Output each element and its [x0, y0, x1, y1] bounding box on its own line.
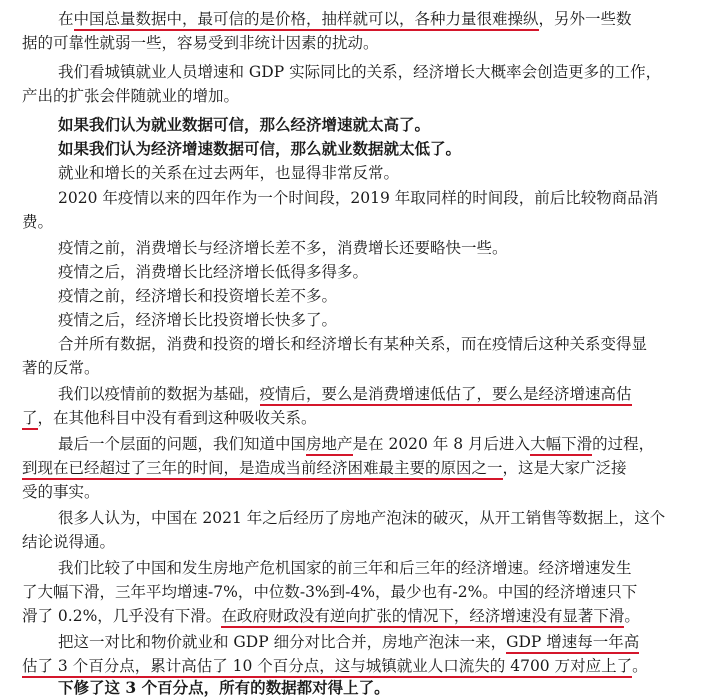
text-line	[22, 358, 100, 378]
text-line	[58, 334, 647, 354]
text-run: 费。	[22, 213, 54, 231]
highlighted-text: 大幅下滑	[530, 435, 592, 456]
text-run: 在	[58, 10, 74, 28]
text-run: ，在其他科目中没有看到这种吸收关系。	[37, 409, 317, 427]
text-line	[22, 606, 640, 626]
text-run: 我们比较了中国和发生房地产危机国家的前三年和后三年的经济增速。经济增速发生	[58, 559, 632, 577]
text-run: 滑了 0.2%，几乎没有下滑。	[22, 607, 222, 625]
text-line	[58, 188, 658, 208]
highlighted-text: 房地产	[306, 435, 353, 456]
text-run: 据的可靠性就弱一些，容易受到非统计因素的扰动。	[22, 34, 379, 52]
text-line	[58, 262, 368, 282]
text-run: 疫情之后，经济增长比投资增长快多了。	[58, 311, 338, 329]
text-run: 如果我们认为就业数据可信，那么经济增速就太高了。	[58, 115, 431, 134]
text-line	[58, 286, 337, 306]
text-run: 了大幅下滑，三年平均增速-7%，中位数-3%到-4%，最少也有-2%。中国的经济增速只下	[22, 583, 638, 601]
highlighted-text: 到现在已经超过了三年的时间，是造成当前经济困难最主要的原因之一	[22, 459, 503, 480]
text-line	[22, 212, 53, 232]
text-line	[22, 458, 627, 478]
text-line	[22, 408, 317, 428]
text-run: 把这一对比和物价就业和 GDP 细分对比合并，房地产泡沫一来，	[58, 633, 507, 651]
highlighted-text: 估了 3 个百分点，累计高估了 10 个百分点，这与城镇就业人口流失的 4700 万对应上了	[22, 657, 632, 678]
text-line	[58, 238, 508, 258]
text-run: 疫情之前，经济增长和投资增长差不多。	[58, 287, 338, 305]
text-line	[58, 434, 654, 454]
bold-text-line	[58, 115, 430, 135]
text-line	[58, 508, 665, 528]
text-line	[58, 163, 399, 183]
text-run: 是在 2020 年 8 月后进入	[352, 435, 531, 453]
text-run: ，这是大家广泛接	[502, 459, 627, 477]
text-run: 就业和增长的关系在过去两年，也显得非常反常。	[58, 164, 400, 182]
text-run: ，另外一些数	[538, 10, 632, 28]
text-run: 的过程，	[592, 435, 655, 453]
highlighted-text: GDP 增速每一年高	[506, 633, 639, 654]
text-line	[58, 310, 337, 330]
highlighted-text: 中国总量数据中，最可信的是价格，抽样就可以，各种力量很难操纵	[74, 10, 539, 31]
highlighted-text: 在政府财政没有逆向扩张的情况下，经济增速没有显著下滑	[221, 607, 624, 628]
text-line	[22, 86, 239, 106]
text-run: 。	[624, 607, 640, 625]
highlighted-text: 了	[22, 409, 38, 430]
highlighted-text: 疫情后，要么是消费增速低估了，要么是经济增速高估	[260, 385, 632, 406]
text-line	[22, 532, 115, 552]
text-run: 疫情之前，消费增长与经济增长差不多，消费增长还要略快一些。	[58, 239, 508, 257]
text-run: 受的事实。	[22, 483, 100, 501]
text-line	[22, 582, 637, 602]
text-line	[58, 9, 632, 29]
text-run: 合并所有数据，消费和投资的增长和经济增长有某种关系，而在疫情后这种关系变得显	[58, 335, 648, 353]
text-run: 。	[632, 657, 648, 675]
text-line	[58, 384, 632, 404]
text-line	[22, 656, 648, 676]
text-line	[58, 632, 639, 652]
text-run: 结论说得通。	[22, 533, 116, 551]
text-line	[22, 33, 379, 53]
text-line	[22, 482, 100, 502]
text-run: 下修了这 3 个百分点，所有的数据都对得上了。	[58, 678, 390, 697]
text-run: 我们看城镇就业人员增速和 GDP 实际同比的关系，经济增长大概率会创造更多的工作，	[58, 63, 662, 81]
text-run: 产出的扩张会伴随就业的增加。	[22, 87, 240, 105]
text-run: 最后一个层面的问题，我们知道中国	[58, 435, 307, 453]
text-run: 我们以疫情前的数据为基础，	[58, 385, 260, 403]
text-run: 很多人认为，中国在 2021 年之后经历了房地产泡沫的破灭，从开工销售等数据上，这个	[58, 509, 666, 527]
text-run: 著的反常。	[22, 359, 100, 377]
text-line	[58, 62, 661, 82]
bold-text-line	[58, 139, 461, 159]
text-run: 如果我们认为经济增速数据可信，那么就业数据就太低了。	[58, 139, 462, 158]
text-run: 2020 年疫情以来的四年作为一个时间段，2019 年取同样的时间段，前后比较物商品消	[58, 189, 659, 207]
text-line	[58, 558, 632, 578]
bold-text-line	[58, 678, 390, 698]
text-run: 疫情之后，消费增长比经济增长低得多得多。	[58, 263, 369, 281]
